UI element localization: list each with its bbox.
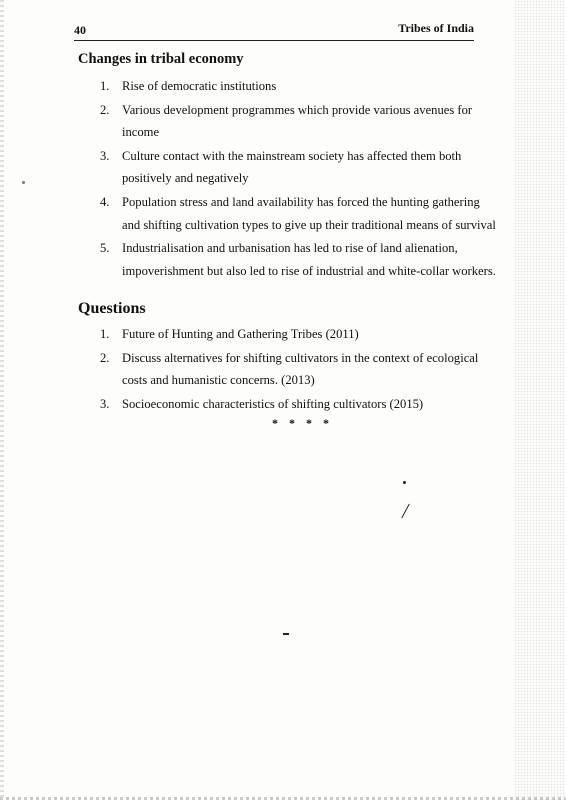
scan-speck xyxy=(403,481,406,484)
list-item-text: Industrialisation and urbanisation has led to rise of land alienation, impoverishment but also led to rise of industrial and white-collar workers. xyxy=(122,241,496,278)
list-item-number: 3. xyxy=(100,396,110,411)
list-item-text: Culture contact with the mainstream society has affected them both positively and negatively xyxy=(122,148,462,186)
list-item-number: 2. xyxy=(100,350,110,365)
list-item-text: Future of Hunting and Gathering Tribes (2011) xyxy=(122,327,359,341)
list-item-number: 2. xyxy=(100,102,110,117)
list-item-text: Socioeconomic characteristics of shifting cultivators (2015) xyxy=(122,396,424,411)
list-item-text: Population stress and land availability has forced the hunting gathering and shifting cultivation types to give up their traditional means of survival xyxy=(122,194,496,232)
list-item-number: 1. xyxy=(100,79,110,93)
list-item xyxy=(96,75,496,98)
scan-speck xyxy=(283,633,289,635)
list-item-text: Discuss alternatives for shifting cultivators in the context of ecological costs and humanistic concerns. (2013) xyxy=(122,350,479,388)
list-item xyxy=(96,145,496,190)
list-item xyxy=(96,99,496,144)
list-item-number: 4. xyxy=(100,194,110,209)
list-item-number: 1. xyxy=(100,327,110,341)
scan-edge-right xyxy=(514,0,566,800)
economy-list xyxy=(96,75,496,283)
list-item-number: 3. xyxy=(100,148,110,163)
scan-speck xyxy=(401,504,409,519)
scan-speck xyxy=(22,181,25,184)
economy-heading: Changes in tribal economy xyxy=(78,51,244,67)
questions-list xyxy=(96,323,496,416)
page-number: 40 xyxy=(74,23,86,37)
list-item xyxy=(96,323,496,346)
list-item-text: Various development programmes which provide various avenues for income xyxy=(122,102,473,140)
running-title: Tribes of India xyxy=(398,21,474,35)
list-item xyxy=(96,191,496,236)
list-item xyxy=(96,237,496,282)
page-header xyxy=(74,20,474,41)
list-item xyxy=(96,393,496,416)
list-item xyxy=(96,347,496,392)
end-of-section-marker: * * * * xyxy=(272,416,333,430)
list-item-text: Rise of democratic institutions xyxy=(122,79,277,93)
list-item-number: 5. xyxy=(100,241,110,256)
questions-heading: Questions xyxy=(78,300,146,317)
scan-edge-left xyxy=(0,0,4,800)
